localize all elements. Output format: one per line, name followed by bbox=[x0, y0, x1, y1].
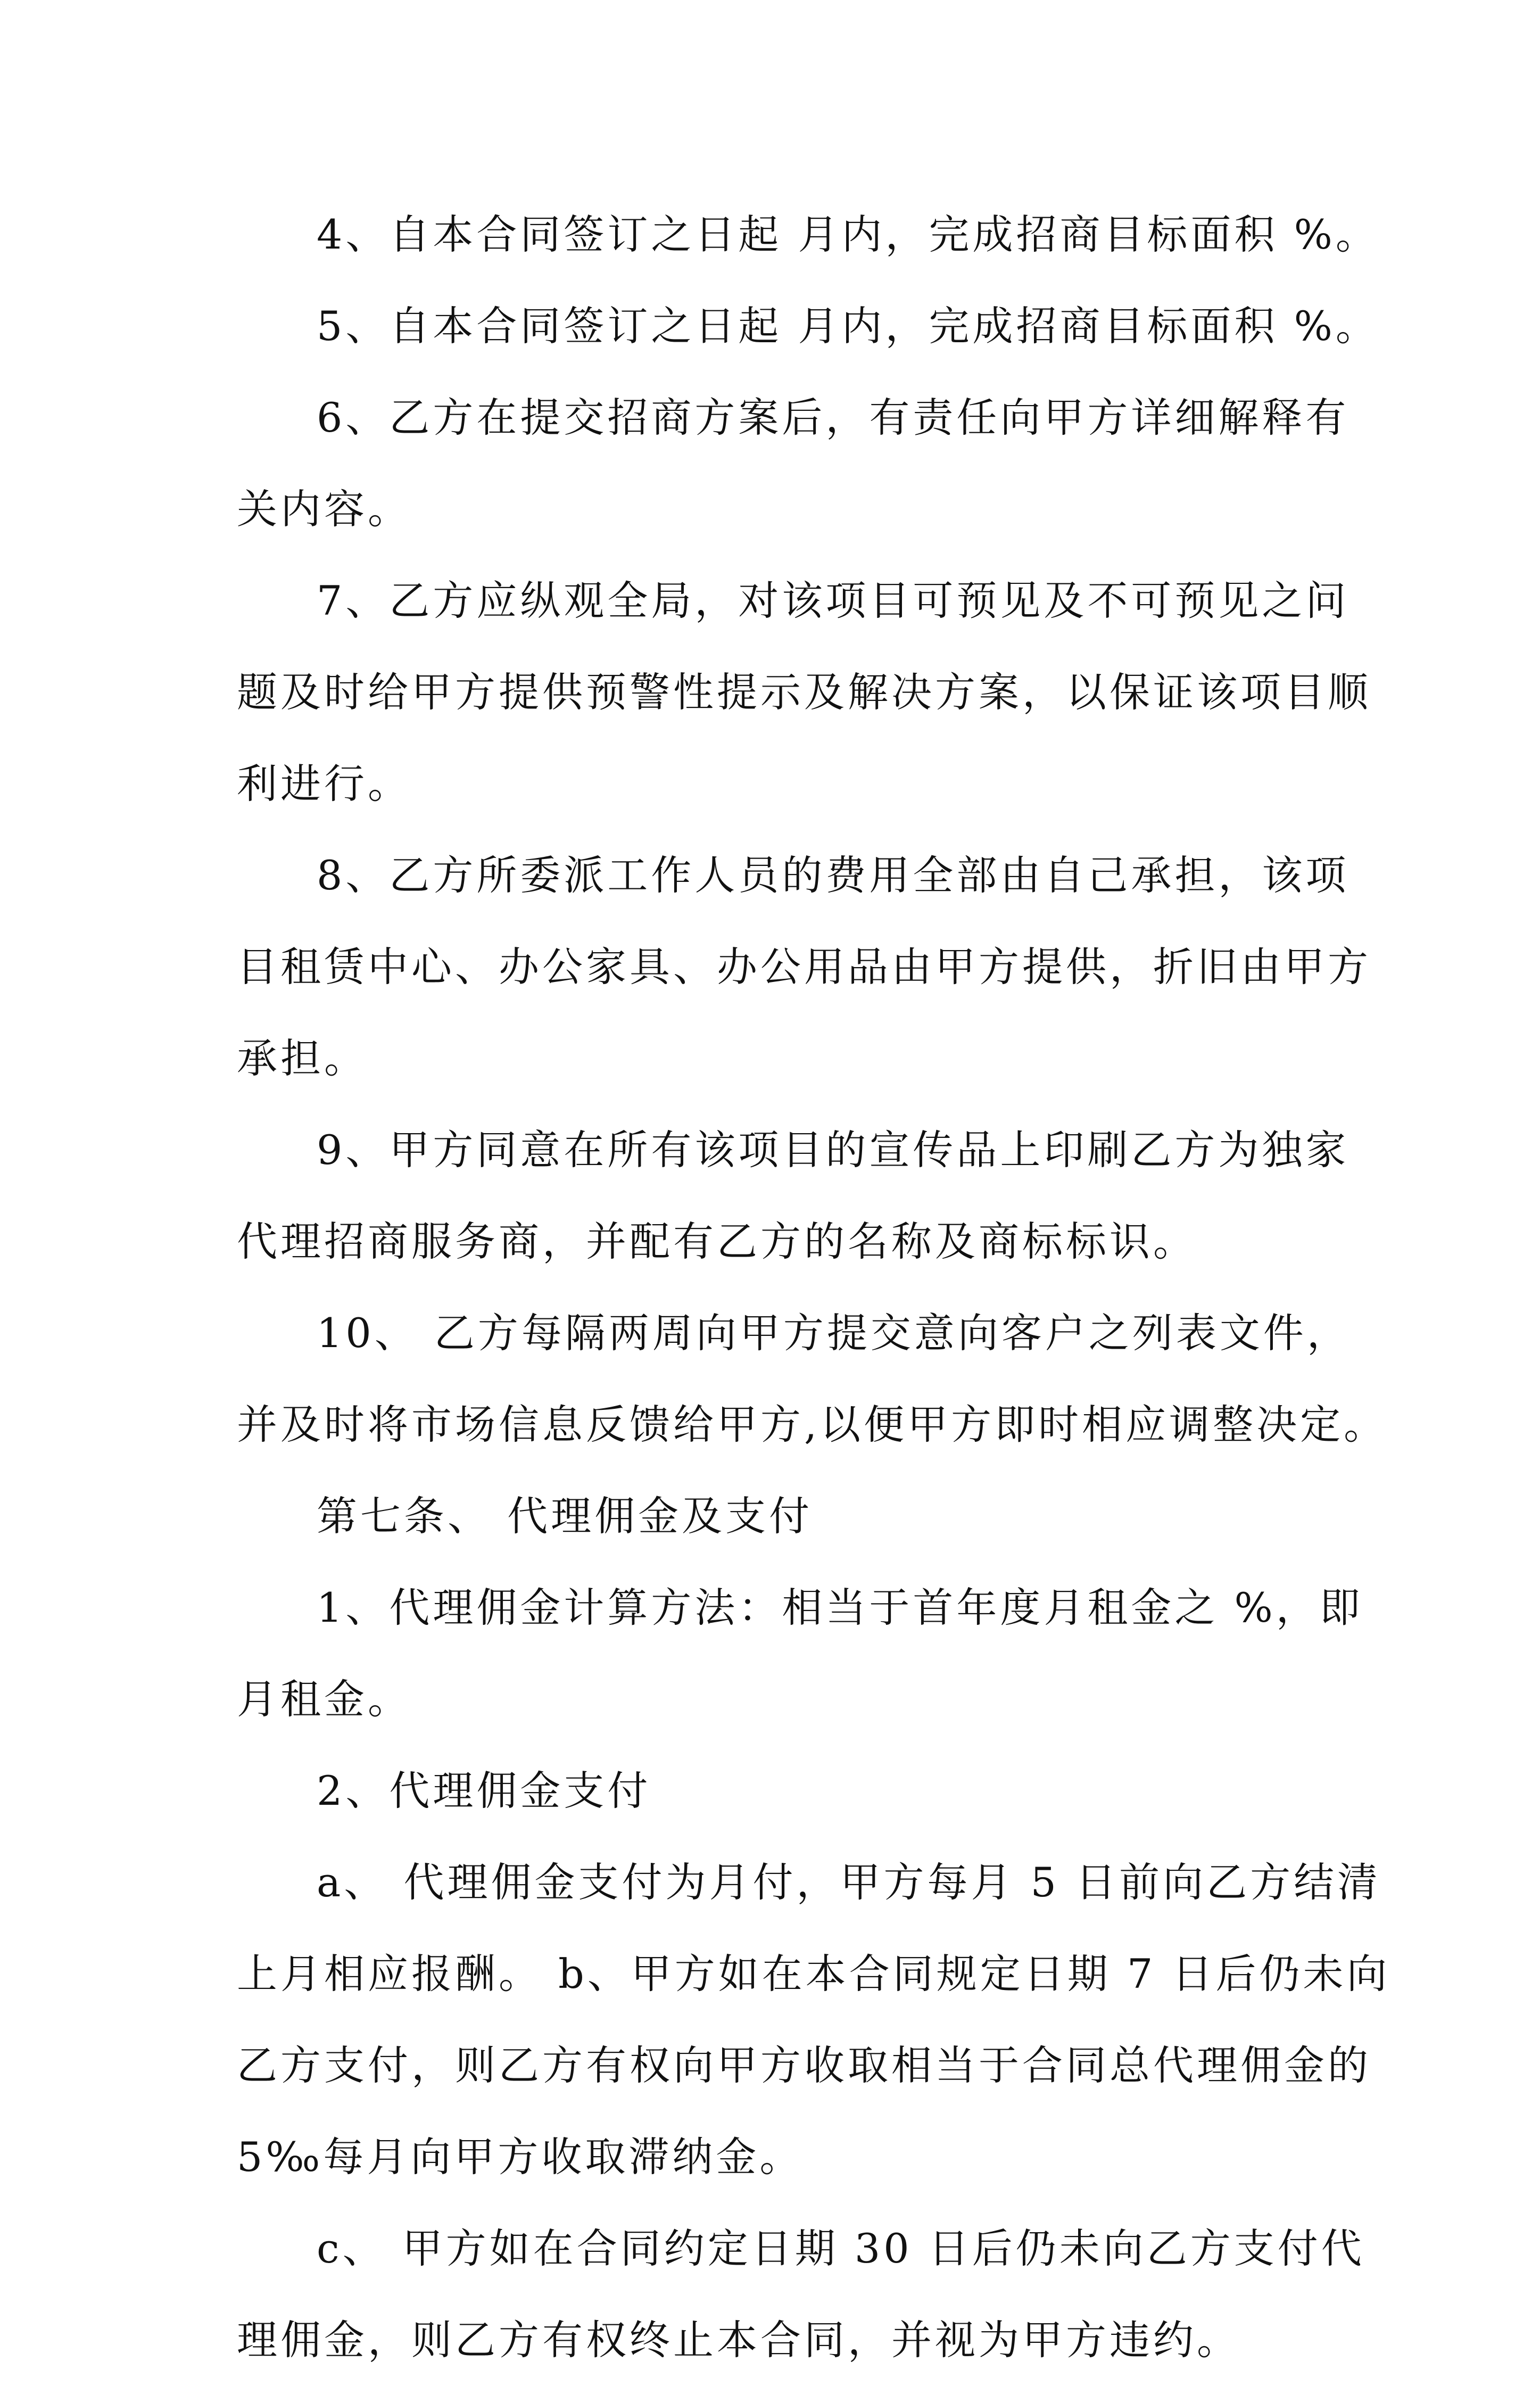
paragraph-line: 6、乙方在提交招商方案后，有责任向甲方详细解释有 bbox=[317, 394, 1349, 441]
paragraph-line: a、 代理佣金支付为月付，甲方每月 5 日前向乙方结清 bbox=[317, 1859, 1381, 1906]
paragraph-item-5 bbox=[237, 280, 1379, 372]
paragraph-commission-2 bbox=[237, 1745, 1317, 1837]
paragraph-commission-1 bbox=[237, 1562, 1363, 1745]
paragraph-line: 月租金。 bbox=[237, 1675, 411, 1723]
document-body bbox=[237, 189, 1390, 2386]
paragraph-line: 理佣金，则乙方有权终止本合同，并视为甲方违约。 bbox=[237, 2316, 1240, 2364]
paragraph-line: 承担。 bbox=[237, 1035, 368, 1082]
paragraph-line: 并及时将市场信息反馈给甲方,以便甲方即时相应调整决定。 bbox=[237, 1401, 1388, 1448]
paragraph-line: 9、甲方同意在所有该项目的宣传品上印刷乙方为独家 bbox=[317, 1126, 1349, 1174]
paragraph-item-7 bbox=[237, 555, 1371, 830]
paragraph-line: 2、代理佣金支付 bbox=[317, 1767, 651, 1814]
article-title: 第七条、 代理佣金及支付 bbox=[317, 1492, 813, 1540]
paragraph-line: 4、自本合同签订之日起 月内，完成招商目标面积 %。 bbox=[317, 211, 1379, 258]
paragraph-line: 代理招商服务商，并配有乙方的名称及商标标识。 bbox=[237, 1218, 1197, 1265]
paragraph-item-8 bbox=[237, 830, 1371, 1104]
paragraph-item-9 bbox=[237, 1104, 1349, 1287]
paragraph-line: 乙方支付，则乙方有权向甲方收取相当于合同总代理佣金的 bbox=[237, 2042, 1371, 2089]
paragraph-line: 利进行。 bbox=[237, 760, 411, 807]
paragraph-line: 7、乙方应纵观全局，对该项目可预见及不可预见之问 bbox=[317, 577, 1349, 624]
paragraph-item-4 bbox=[237, 189, 1379, 280]
paragraph-line: 题及时给甲方提供预警性提示及解决方案，以保证该项目顺 bbox=[237, 668, 1371, 716]
paragraph-line: 5、自本合同签订之日起 月内，完成招商目标面积 %。 bbox=[317, 302, 1379, 350]
paragraph-line: c、 甲方如在合同约定日期 30 日后仍未向乙方支付代 bbox=[317, 2225, 1365, 2272]
paragraph-line: 1、代理佣金计算方法：相当于首年度月租金之 %，即 bbox=[317, 1584, 1363, 1631]
article-heading bbox=[237, 1471, 1317, 1562]
paragraph-commission-c bbox=[237, 2203, 1365, 2386]
paragraph-line: 5‰每月向甲方收取滞纳金。 bbox=[237, 2133, 804, 2181]
paragraph-line: 8、乙方所委派工作人员的费用全部由自己承担，该项 bbox=[317, 852, 1349, 899]
paragraph-item-10 bbox=[237, 1287, 1388, 1471]
paragraph-line: 目租赁中心、办公家具、办公用品由甲方提供，折旧由甲方 bbox=[237, 943, 1371, 990]
paragraph-item-6 bbox=[237, 372, 1349, 555]
paragraph-commission-a-b bbox=[237, 1837, 1390, 2203]
paragraph-line: 上月相应报酬。 b、甲方如在本合同规定日期 7 日后仍未向 bbox=[237, 1950, 1390, 1997]
paragraph-line: 关内容。 bbox=[237, 485, 411, 533]
paragraph-line: 10、 乙方每隔两周向甲方提交意向客户之列表文件， bbox=[317, 1309, 1351, 1357]
